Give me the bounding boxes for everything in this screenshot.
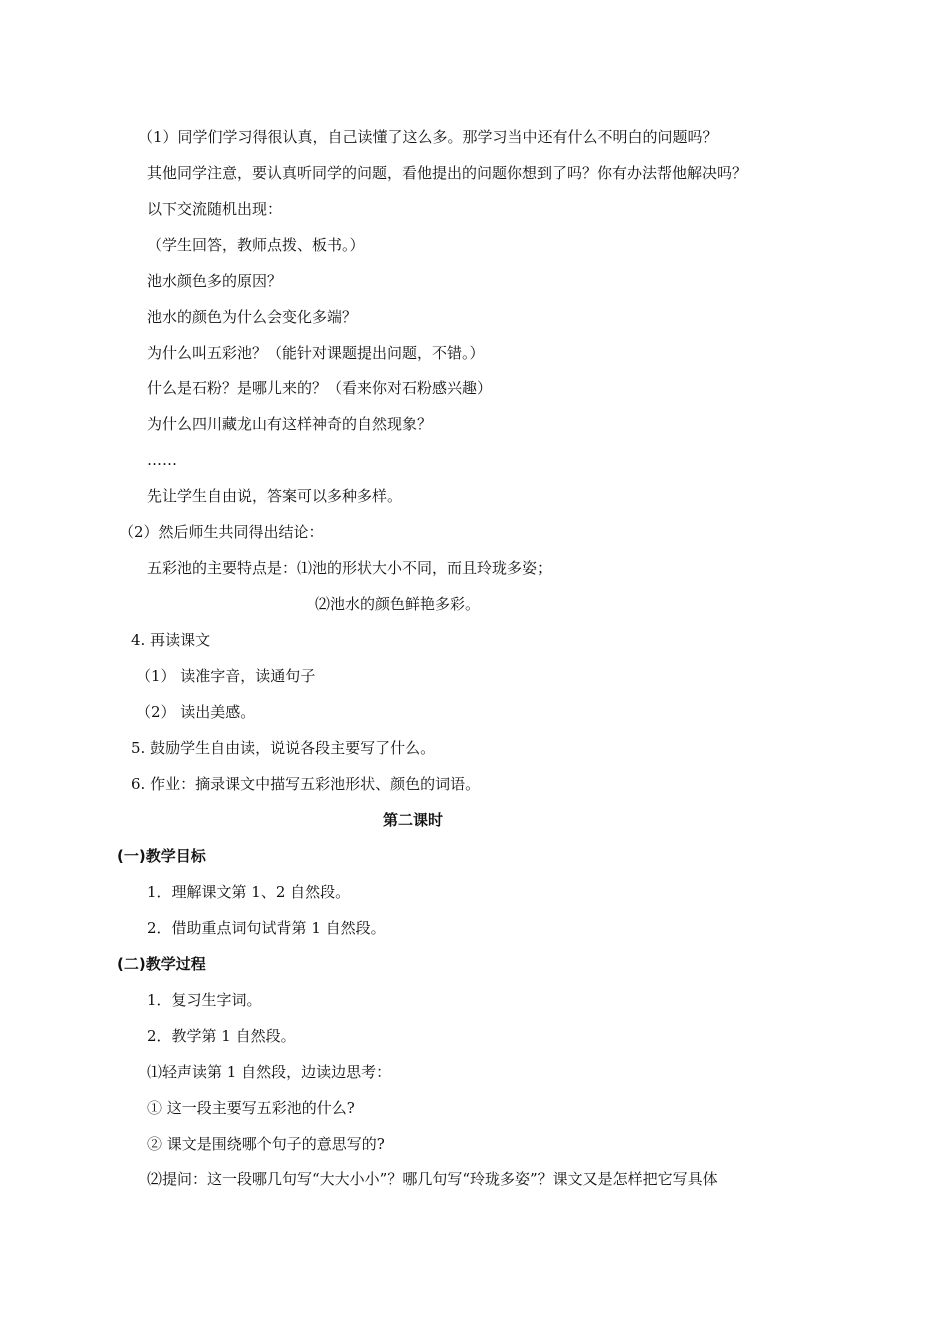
goal-item: 2．借助重点词句试背第 1 自然段。	[147, 919, 386, 937]
student-question: 池水的颜色为什么会变化多端？	[147, 308, 358, 326]
process-item: 2．教学第 1 自然段。	[147, 1027, 296, 1045]
free-talk-line: 先让学生自由说，答案可以多种多样。	[147, 487, 403, 505]
step-6: 6. 作业：摘录课文中描写五彩池形状、颜色的词语。	[131, 775, 481, 793]
process-item: ⑴轻声读第 1 自然段，边读边思考：	[147, 1063, 392, 1081]
process-item: ① 这一段主要写五彩池的什么?	[147, 1099, 355, 1117]
teacher-note: （学生回答，教师点拨、板书。）	[147, 236, 365, 254]
goals-heading: (一)教学目标	[117, 847, 206, 865]
question-1-intro: （1）同学们学习得很认真，自己读懂了这么多。那学习当中还有什么不明白的问题吗？	[138, 128, 718, 146]
process-heading: (二)教学过程	[117, 955, 206, 973]
ellipsis: ……	[147, 451, 177, 469]
process-item: 1．复习生字词。	[147, 991, 262, 1009]
process-item: ⑵提问：这一段哪几句写“大大小小”？哪几句写“玲珑多姿”？课文又是怎样把它写具体	[147, 1170, 718, 1188]
student-question: 为什么四川藏龙山有这样神奇的自然现象？	[147, 415, 433, 433]
process-item: ② 课文是围绕哪个句子的意思写的?	[147, 1135, 385, 1153]
question-2: （2）然后师生共同得出结论：	[119, 523, 324, 541]
feature-1: 五彩池的主要特点是：⑴池的形状大小不同，而且玲珑多姿；	[147, 559, 553, 577]
step-4: 4. 再读课文	[131, 631, 211, 649]
step-4-item: （2） 读出美感。	[136, 703, 256, 721]
question-1-note: 其他同学注意，要认真听同学的问题，看他提出的问题你想到了吗？你有办法帮他解决吗？	[147, 164, 748, 182]
student-question: 为什么叫五彩池？（能针对课题提出问题，不错。）	[147, 344, 485, 362]
goal-item: 1．理解课文第 1、2 自然段。	[147, 883, 351, 901]
step-5: 5. 鼓励学生自由读，说说各段主要写了什么。	[131, 739, 436, 757]
section-title: 第二课时	[383, 811, 444, 829]
exchange-line: 以下交流随机出现：	[147, 200, 283, 218]
step-4-item: （1） 读准字音，读通句子	[136, 667, 316, 685]
feature-2: ⑵池水的颜色鲜艳多彩。	[315, 595, 481, 613]
student-question: 池水颜色多的原因？	[147, 272, 283, 290]
student-question: 什么是石粉？是哪儿来的？（看来你对石粉感兴趣）	[147, 379, 493, 397]
